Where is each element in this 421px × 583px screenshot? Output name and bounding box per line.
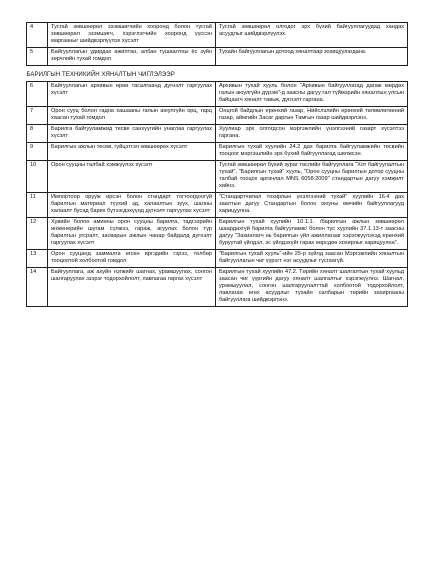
- table-row: [27, 48, 408, 66]
- table-row: [27, 161, 408, 193]
- row-number: 14: [27, 268, 48, 307]
- request-cell: Орон сууцанд заммалга өгсөн иргэдийн гэрээ, төлбөр тооцоотой холбоотой гомдол: [48, 250, 216, 268]
- resolution-cell: Тухайн байгууллагын дотоод хяналтаар зохицуулагдана.: [216, 48, 408, 66]
- table-row: [27, 218, 408, 250]
- resolution-cell: Барилгын тухай хуулийн 47.2. Төрийн хяналт шалгалтын тухай хуульд заасан чиг үүргийн дагуу хяналт шалгалтыг хэрэгжүүлнэ. Шагнал, урамшуулал, сонгон шалгаруулалттай холбоотой тодорхойлолт, лавлагаа өгөх асуудлыг тухайн салбарын төрийн захиргааны байгууллага шийдвэрлэнэ.: [216, 268, 408, 307]
- row-number: 12: [27, 218, 48, 250]
- table-row: [27, 268, 408, 307]
- request-cell: Тусгай зөвшөөрөл эзэмшигчийн хооронд болон тусгай зөвшөөрөл эзэмшигч, хэрэглэгчийн хооронд үүссэн маргааныг шийдвэрлүүлэх хүсэлт: [48, 23, 216, 48]
- resolution-cell: Онцгой байдлын ерөнхий газар, Нийслэлийн ерөнхий төлөвлөгөөний газар, аймгийн Засаг даргын Тамгын газар шийдвэрлэнэ.: [216, 107, 408, 125]
- table-row: [27, 82, 408, 107]
- row-number: 5: [27, 48, 48, 66]
- resolution-cell: Хуулиар эрх олгогдсон мэргэжлийн үнэлгээний газарт хүсэлтээ гаргана.: [216, 125, 408, 143]
- request-cell: Байгууллагын удирдах ажилтан, албан тушаалтны ёс зүйн зөрчлийн тухай гомдол: [48, 48, 216, 66]
- table-row: [27, 143, 408, 161]
- request-cell: Байгууллага, аж ахуйн нэгжийг шагнах, урамшуулах, сонгон шалгаруулах эзэрэг тодорхойлолт, лавлагаа гаргах хүсэлт: [48, 268, 216, 307]
- request-cell: Барилгын ажлын тесөв, гүйцэтгэл зөвшөөрөх хүсэлт: [48, 143, 216, 161]
- resolution-cell: Барилгын тухай хуулийн 24.2 дах барилга байгууламжийн төсвийн тооцоог мэргэшлийн эрх бүхий байгууллагад шилжсэн.: [216, 143, 408, 161]
- complaint-routing-table: [26, 22, 408, 307]
- row-number: 8: [27, 125, 48, 143]
- resolution-cell: Барилгын тухай хуулийн 10.1.1. /барилгын ажлын зөвшөөрөл шаардахгүй барилга байгууламж/ болон тус хуулийн 37.1.13-т заасны дагуу "Захиалагч нь барилгын үйл ажиллагааг хэрэгжүүлэхэд ерөнхий буруутай үйлдэл, эс үйлдэхүйг гарах өөрсдөө хохирлыг харицуулна".: [216, 218, 408, 250]
- row-number: 13: [27, 250, 48, 268]
- table-row: [27, 250, 408, 268]
- resolution-cell: "Барилгын тухай хууль"-ийн 25-р зүйлд заасан Мэргэжлийн хяналтын байгууллагын чиг үүрэгт нэг асуудлыг тусгаагүй.: [216, 250, 408, 268]
- resolution-cell: Тусгай зөвшөөрөл олгодог эрх бүхий байгууллагуудад хандах асуудлыг шийдвэрлүүлэх.: [216, 23, 408, 48]
- table-row: [27, 193, 408, 218]
- table-row: [27, 125, 408, 143]
- resolution-cell: Тусгай зөвшөөрөл бүхий зураг төслийн байгууллага "Хот байгуулалтын тухай", "Барилгын тухай" хууль, "Орон сууцны барилгын дотор сууцны талбай тооцох аргачлал MNS 6058:2009" стандартын дагуу хэмжилт хийнэ.: [216, 161, 408, 193]
- request-cell: Байгууллагын архивын өрөө тасалгаанд дүгнэлт гаргуулах хүсэлт: [48, 82, 216, 107]
- table-row: [27, 107, 408, 125]
- resolution-cell: Архивын тухай хууль болон "Архивын байгууллагад дагаж мөрдөх галын аюулгүйн дүрэм"-д заасны дагуу гал түймэрийн хяналтын улсын байцаагч хяналт тавьж, дүгнэлт гаргана.: [216, 82, 408, 107]
- row-number: 10: [27, 161, 48, 193]
- request-cell: Барилга байгууламжид тесве санхүүгийн унаглаа гаргуулах хүсэлт: [48, 125, 216, 143]
- request-cell: Импортоор орууж ирсэн болон стандарт тогтоогдоогүй барилгын материал түүхий эд, халаалтын зуух, шалны халаалт бусад барих бүтээгдэхүүнд дүгнэлт гаргуулах хүсэлт: [48, 193, 216, 218]
- row-number: 11: [27, 193, 48, 218]
- document-page: [26, 22, 404, 307]
- row-number: 4: [27, 23, 48, 48]
- row-number: 9: [27, 143, 48, 161]
- row-number: 7: [27, 107, 48, 125]
- row-number: 6: [27, 82, 48, 107]
- request-cell: Орон сууцны талбай хэмжүүлэх хүсэлт: [48, 161, 216, 193]
- resolution-cell: "Стандартчилал тохирлын үнэлгээний тухай" хуулийн 16.4 дах заалтын дагуу Стандартын болон оюуны өмчийн байгууллагууд харицуулна.: [216, 193, 408, 218]
- table-row: [27, 23, 408, 48]
- request-cell: Хувийн болон аминны орон сууцны барилга, тадгээрийн инженерийн шугам сүлжээ, гараж, агуулах болон түр барилгын угсралт, засварын ажлын чанар байдалд дүгнэлт гаргуулах хүсэлт: [48, 218, 216, 250]
- request-cell: Орон сууц болон гадна хашааны галын аюулгүйн орц, гарц хаасан тухай гомдол: [48, 107, 216, 125]
- section-heading: БАРИЛГЫН ТЕХНИКИЙН ХЯНАЛТЫН ЧИГЛЭЛЭЭР: [27, 66, 408, 82]
- section-row: [27, 66, 408, 82]
